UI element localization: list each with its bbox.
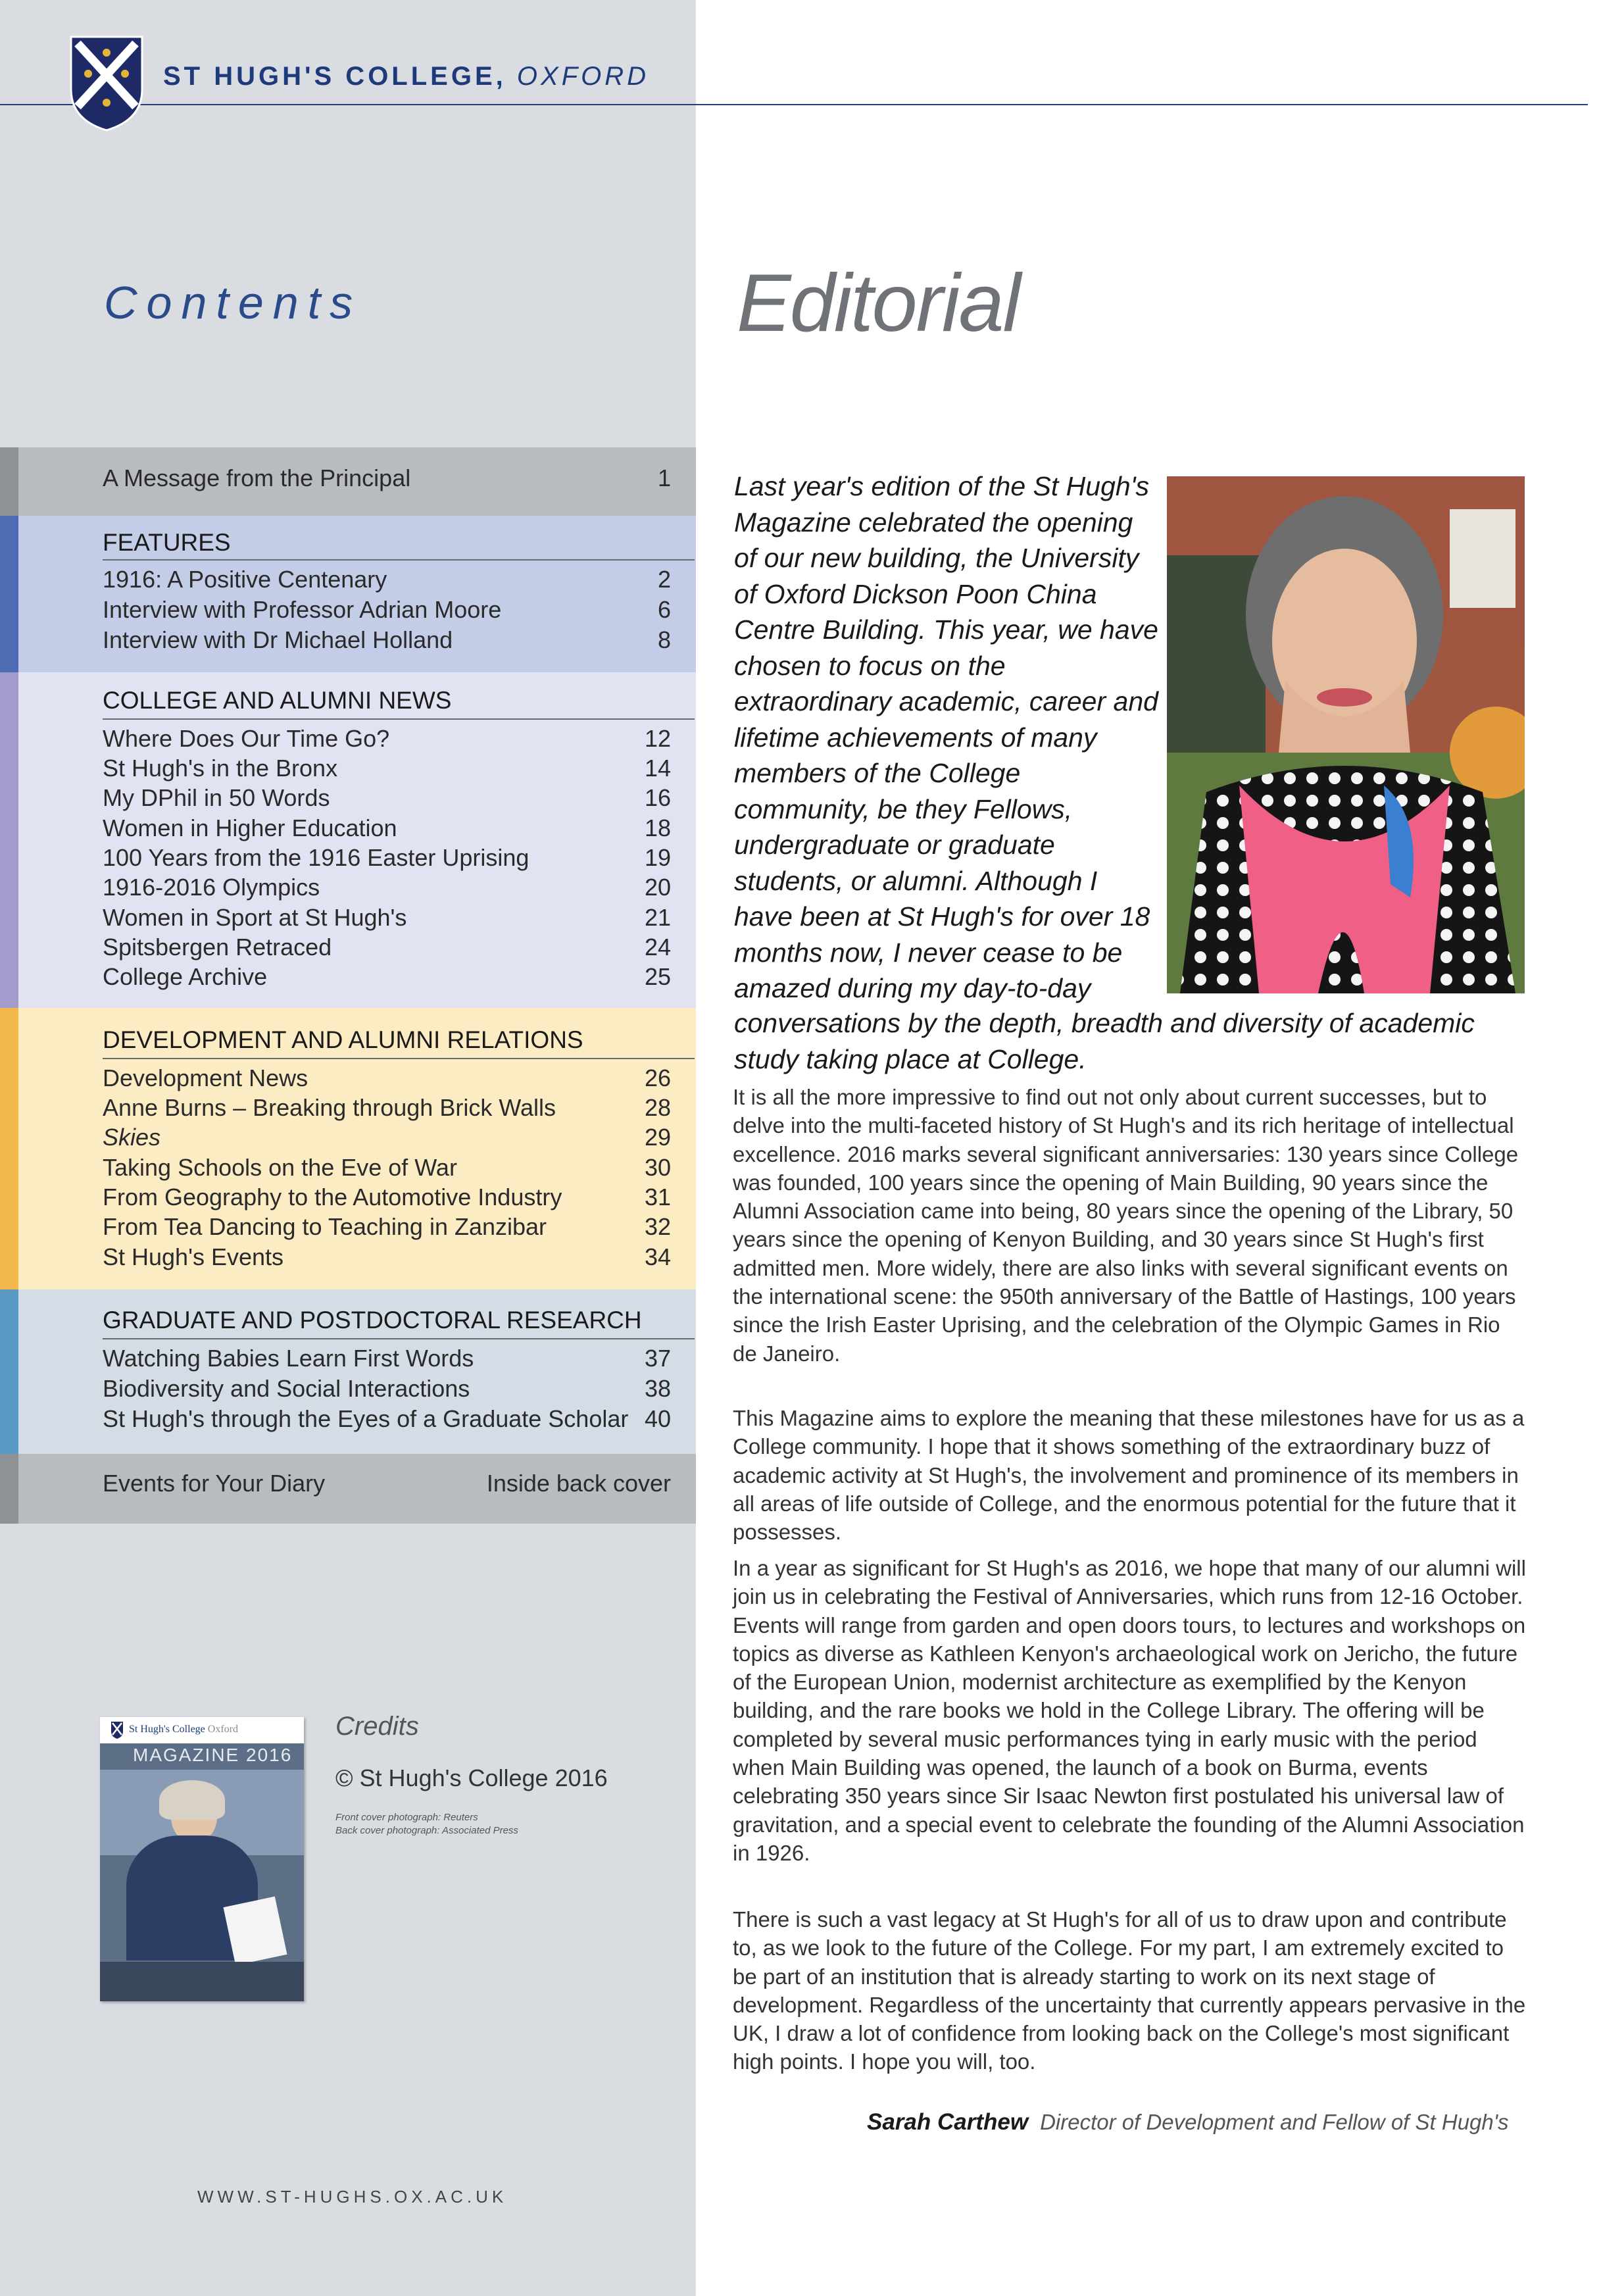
toc-item[interactable]: St Hugh's Events 34 [103,1243,671,1270]
author-portrait-image [1167,476,1525,993]
editorial-paragraph-4: There is such a vast legacy at St Hugh's for all of us to draw upon and contribute to, as we look to the future of the College. For my part, I am extremely excited to be part of an institution that is already starting to work on its next stage of development. Regardless of the uncertainty that currently appears pervasive in the UK, I draw a lot of confidence from looking back on the College's most significant high points. I hope you will, too. [733,1907,1526,2074]
toc-item[interactable]: Taking Schools on the Eve of War 30 [103,1154,671,1181]
toc-item[interactable]: 1916-2016 Olympics 20 [103,874,671,901]
toc-item[interactable]: 100 Years from the 1916 Easter Uprising 19 [103,844,671,871]
magazine-cover-thumbnail [100,1717,304,2001]
toc-item[interactable]: Development News 26 [103,1064,671,1091]
toc-item[interactable]: Watching Babies Learn First Words 37 [103,1345,671,1372]
section-heading: GRADUATE AND POSTDOCTORAL RESEARCH [103,1307,642,1334]
toc-principal-band [0,447,696,516]
credits-copyright: © St Hugh's College 2016 [335,1764,608,1791]
credits-back-photo: Back cover photograph: Associated Press [335,1825,518,1836]
editorial-signature [867,2109,1509,2135]
toc-item[interactable]: Spitsbergen Retraced 24 [103,934,671,961]
contents-title: Contents [104,277,362,328]
toc-development-band [0,1008,696,1289]
toc-item[interactable]: Women in Sport at St Hugh's 21 [103,904,671,931]
toc-item[interactable]: Interview with Dr Michael Holland 8 [103,626,671,653]
toc-item[interactable]: College Archive 25 [103,963,671,990]
editorial-title: Editorial [737,258,1020,349]
header-rule [0,104,1588,105]
toc-item[interactable]: Skies 29 [103,1124,671,1151]
editorial-lead-continued: conversations by the depth, breadth and diversity of academic study taking place at College. [734,1008,1475,1074]
editorial-lead: Last year's edition of the St Hugh's Magazine celebrated the opening of our new building, the University of Oxford Dickson Poon China Centre Building. This year, we have chosen to focus on the extraordinary academic, career and lifetime achievements of many members of the College community, be they Fellows, undergraduate or graduate students, or alumni. Although I have been at St Hugh's for over 18 months now, I never cease to be amazed during my day-to-day [734,471,1158,1003]
toc-item[interactable]: Anne Burns – Breaking through Brick Walls 28 [103,1094,671,1121]
toc-features-band [0,516,696,672]
toc-item[interactable]: From Geography to the Automotive Industry 31 [103,1184,671,1210]
toc-diary-band [0,1454,696,1524]
author-role: Director of Development and Fellow of St Hugh's [1040,2110,1509,2134]
toc-item[interactable]: Women in Higher Education 18 [103,814,671,841]
section-heading: FEATURES [103,529,231,556]
credits-title: Credits [335,1712,419,1741]
editorial-paragraph-3: In a year as significant for St Hugh's as 2016, we hope that many of our alumni will join us in celebrating the Festival of Anniversaries, which runs from 12-16 October. Events will range from garden and open doors tours, to lectures and workshops on topics as diverse as Kathleen Kenyon's archaeological work on Jericho, the future of the European Union, modernist architecture as exemplified by the Kenyon building, and the rare books we hold in the College Library. The offering will be completed by several music performances tying in early music with the period when Main Building was opened, the launch of a book on Burma, events celebrating 350 years since Sir Isaac Newton first postulated his universal law of gravitation, and a special event to celebrate the founding of the Alumni Association in 1926. [733,1556,1526,1865]
section-heading: COLLEGE AND ALUMNI NEWS [103,687,452,714]
toc-item[interactable]: St Hugh's through the Eyes of a Graduate Scholar 40 [103,1405,671,1432]
toc-item[interactable]: St Hugh's in the Bronx 14 [103,755,671,782]
cover-magazine-title: MAGAZINE 2016 [133,1745,293,1765]
toc-item[interactable]: My DPhil in 50 Words 16 [103,784,671,811]
toc-item[interactable]: From Tea Dancing to Teaching in Zanzibar 32 [103,1213,671,1240]
toc-item[interactable]: Interview with Professor Adrian Moore 6 [103,596,671,623]
toc-news-band [0,672,696,1008]
author-photo [1167,476,1525,993]
toc-item[interactable]: Where Does Our Time Go? 12 [103,725,671,752]
credits-front-photo: Front cover photograph: Reuters [335,1812,478,1823]
website-url[interactable]: WWW.ST-HUGHS.OX.AC.UK [197,2187,508,2207]
cover-crest-icon [111,1721,124,1739]
editorial-paragraph-2: This Magazine aims to explore the meaning that these milestones have for us as a College community. I hope that it shows something of the extraordinary buzz of academic activity at St Hugh's, the involvement and prominence of its members in all areas of life outside of College, and the enormous potential for the future that it possesses. [733,1406,1525,1545]
toc-item[interactable]: Events for Your Diary Inside back cover [103,1470,671,1497]
toc-item[interactable]: 1916: A Positive Centenary 2 [103,566,671,593]
college-name: ST HUGH'S COLLEGE, OXFORD [163,62,650,91]
toc-item[interactable]: Biodiversity and Social Interactions 38 [103,1375,671,1402]
toc-item[interactable]: A Message from the Principal 1 [103,464,671,491]
toc-graduate-band [0,1289,696,1454]
cover-masthead: St Hugh's College Oxford [129,1724,238,1735]
section-heading: DEVELOPMENT AND ALUMNI RELATIONS [103,1026,583,1053]
editorial-paragraph-1: It is all the more impressive to find out not only about current successes, but to delve into the multi-faceted history of St Hugh's and its rich heritage of intellectual excellence. 2016 marks several significant anniversaries: 130 years since College was founded, 100 years since the opening of Main Building, 90 years since the Alumni Association came into being, 80 years since the opening of the Library, 50 years since the opening of Kenyon Building, and 30 years since St Hugh's first admitted men. More widely, there are also links with several significant events on the international scene: the 950th anniversary of the Battle of Hastings, 100 years since the Irish Easter Uprising, and the celebration of the Olympic Games in Rio de Janeiro. [733,1085,1519,1366]
author-name: Sarah Carthew [867,2109,1029,2135]
college-crest-icon [68,34,145,133]
